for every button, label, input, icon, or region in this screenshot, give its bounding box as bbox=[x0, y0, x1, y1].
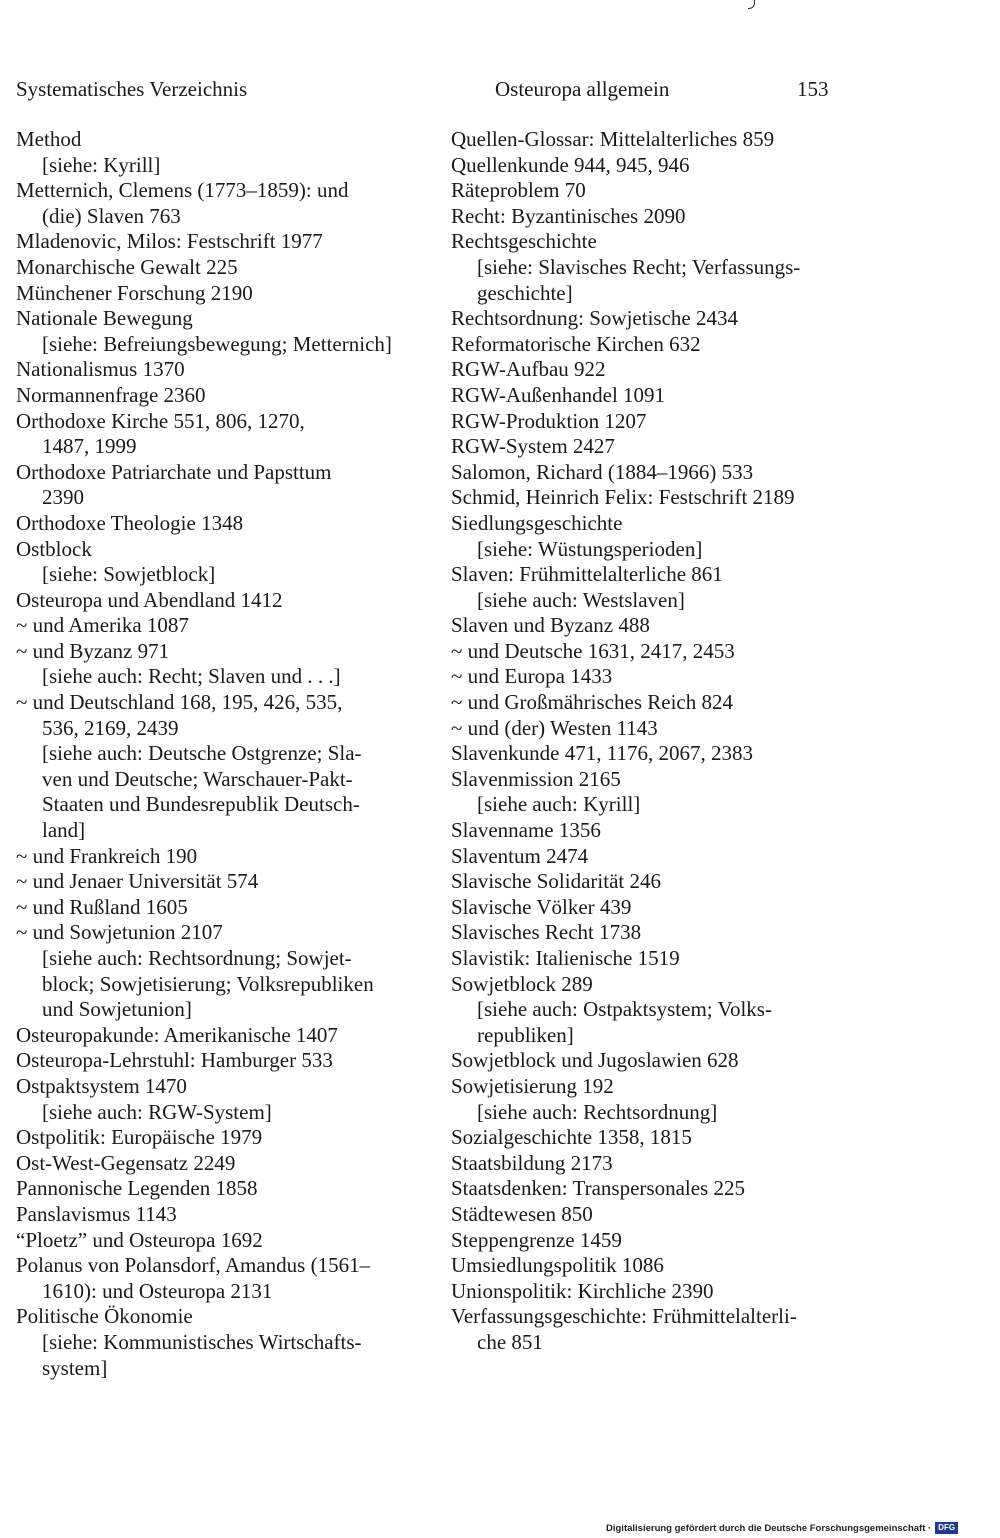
index-entry: Panslavismus 1143 bbox=[16, 1201, 177, 1226]
index-entry: Unionspolitik: Kirchliche 2390 bbox=[451, 1278, 714, 1303]
index-entry: Sowjetblock 289 bbox=[451, 971, 593, 996]
index-subline: Staaten und Bundesrepublik Deutsch- bbox=[42, 792, 360, 817]
index-entry: Recht: Byzantinisches 2090 bbox=[451, 203, 686, 228]
index-entry: Orthodoxe Theologie 1348 bbox=[16, 510, 244, 535]
index-subline: [siehe auch: RGW-System] bbox=[42, 1099, 272, 1124]
index-subline: block; Sowjetisierung; Volksrepubliken bbox=[42, 971, 374, 996]
index-entry: RGW-Produktion 1207 bbox=[451, 408, 647, 433]
index-entry: ~ und Großmährisches Reich 824 bbox=[451, 690, 733, 715]
index-entry: Osteuropa-Lehrstuhl: Hamburger 533 bbox=[16, 1048, 333, 1073]
index-entry: Pannonische Legenden 1858 bbox=[16, 1176, 258, 1201]
index-entry: Osteuropa und Abendland 1412 bbox=[16, 587, 283, 612]
index-subline: [siehe auch: Rechtsordnung] bbox=[477, 1099, 718, 1124]
index-entry: Salomon, Richard (1884–1966) 533 bbox=[451, 459, 754, 484]
running-header-left: Systematisches Verzeichnis bbox=[16, 77, 248, 101]
index-entry: RGW-Außenhandel 1091 bbox=[451, 382, 666, 407]
index-entry: Rechtsgeschichte bbox=[451, 229, 597, 254]
index-subline: geschichte] bbox=[477, 280, 573, 305]
index-entry: Politische Ökonomie bbox=[16, 1304, 193, 1329]
index-entry: Siedlungsgeschichte bbox=[451, 510, 623, 535]
index-entry: Sowjetisierung 192 bbox=[451, 1073, 614, 1098]
index-entry: Monarchische Gewalt 225 bbox=[16, 254, 238, 279]
index-subline: che 851 bbox=[477, 1329, 543, 1354]
index-subline: [siehe auch: Ostpaktsystem; Volks- bbox=[477, 997, 772, 1022]
index-entry: Slavische Solidarität 246 bbox=[451, 869, 661, 894]
index-entry: Steppengrenze 1459 bbox=[451, 1227, 622, 1252]
index-subline: land] bbox=[42, 818, 86, 843]
scan-mark bbox=[748, 0, 755, 9]
index-subline: [siehe: Befreiungsbewegung; Metternich] bbox=[42, 331, 392, 356]
index-entry: Slaventum 2474 bbox=[451, 843, 589, 868]
index-subline: [siehe auch: Recht; Slaven und . . .] bbox=[42, 664, 341, 689]
index-entry: Sowjetblock und Jugoslawien 628 bbox=[451, 1048, 739, 1073]
index-entry: Mladenovic, Milos: Festschrift 1977 bbox=[16, 229, 323, 254]
index-subline: ven und Deutsche; Warschauer-Pakt- bbox=[42, 766, 353, 791]
index-column-right bbox=[451, 127, 871, 1356]
index-entry: Slavische Völker 439 bbox=[451, 894, 632, 919]
index-entry: ~ und Byzanz 971 bbox=[16, 638, 170, 663]
index-entry: Normannenfrage 2360 bbox=[16, 382, 206, 407]
index-entry: Slavisches Recht 1738 bbox=[451, 920, 642, 945]
credit-text: Digitalisierung gefördert durch die Deutsche Forschungsgemeinschaft · bbox=[606, 1522, 932, 1534]
index-subline: 536, 2169, 2439 bbox=[42, 715, 179, 740]
index-entry: Orthodoxe Patriarchate und Papsttum bbox=[16, 459, 332, 484]
index-entry: ~ und Deutsche 1631, 2417, 2453 bbox=[451, 638, 735, 663]
index-entry: Ostblock bbox=[16, 536, 92, 561]
index-entry: Städtewesen 850 bbox=[451, 1201, 593, 1226]
index-entry: Umsiedlungspolitik 1086 bbox=[451, 1253, 664, 1278]
index-entry: Slavistik: Italienische 1519 bbox=[451, 946, 680, 970]
index-entry: Münchener Forschung 2190 bbox=[16, 280, 253, 305]
index-entry: Osteuropakunde: Amerikanische 1407 bbox=[16, 1022, 338, 1047]
index-entry: Staatsbildung 2173 bbox=[451, 1150, 613, 1175]
index-subline: republiken] bbox=[477, 1022, 574, 1047]
index-entry: ~ und (der) Westen 1143 bbox=[451, 715, 658, 740]
index-entry: Nationale Bewegung bbox=[16, 306, 193, 331]
digitization-credit bbox=[606, 1522, 958, 1534]
index-entry: Slaven: Frühmittelalterliche 861 bbox=[451, 562, 723, 587]
index-entry: ~ und Frankreich 190 bbox=[16, 843, 198, 868]
index-entry: Slavenname 1356 bbox=[451, 818, 601, 843]
index-entry: Räteproblem 70 bbox=[451, 178, 586, 203]
index-entry: RGW-System 2427 bbox=[451, 434, 615, 459]
index-subline: [siehe: Kommunistisches Wirtschafts- bbox=[42, 1329, 362, 1354]
index-entry: Rechtsordnung: Sowjetische 2434 bbox=[451, 306, 738, 331]
index-entry: Ostpaktsystem 1470 bbox=[16, 1073, 187, 1098]
index-entry: ~ und Europa 1433 bbox=[451, 664, 613, 689]
index-subline: [siehe: Sowjetblock] bbox=[42, 562, 216, 587]
index-subline: 2390 bbox=[42, 485, 84, 510]
index-subline: [siehe auch: Kyrill] bbox=[477, 792, 641, 817]
index-entry: Slaven und Byzanz 488 bbox=[451, 613, 650, 638]
index-entry: Metternich, Clemens (1773–1859): und bbox=[16, 178, 349, 203]
index-entry: Slavenmission 2165 bbox=[451, 766, 621, 791]
index-entry: Method bbox=[16, 127, 82, 151]
page-number: 153 bbox=[797, 77, 829, 101]
index-entry: ~ und Deutschland 168, 195, 426, 535, bbox=[16, 690, 343, 715]
index-entry: ~ und Jenaer Universität 574 bbox=[16, 869, 259, 894]
index-entry: ~ und Amerika 1087 bbox=[16, 613, 189, 638]
index-subline: [siehe auch: Deutsche Ostgrenze; Sla- bbox=[42, 741, 362, 766]
index-entry: ~ und Rußland 1605 bbox=[16, 894, 188, 919]
index-subline: system] bbox=[42, 1355, 108, 1380]
index-subline: 1610): und Osteuropa 2131 bbox=[42, 1278, 273, 1303]
index-entry: Reformatorische Kirchen 632 bbox=[451, 331, 701, 356]
index-entry: Sozialgeschichte 1358, 1815 bbox=[451, 1125, 692, 1150]
index-subline: [siehe auch: Westslaven] bbox=[477, 587, 685, 612]
index-entry: Quellenkunde 944, 945, 946 bbox=[451, 152, 690, 177]
index-subline: [siehe auch: Rechtsordnung; Sowjet- bbox=[42, 946, 352, 970]
index-entry: Ostpolitik: Europäische 1979 bbox=[16, 1125, 263, 1150]
index-entry: Nationalismus 1370 bbox=[16, 357, 185, 382]
index-entry: Verfassungsgeschichte: Frühmittelalterli- bbox=[451, 1304, 797, 1329]
index-entry: Polanus von Polansdorf, Amandus (1561– bbox=[16, 1253, 371, 1278]
index-entry: ~ und Sowjetunion 2107 bbox=[16, 920, 223, 945]
index-subline: (die) Slaven 763 bbox=[42, 203, 181, 228]
index-entry: Orthodoxe Kirche 551, 806, 1270, bbox=[16, 408, 305, 433]
index-entry: “Ploetz” und Osteuropa 1692 bbox=[16, 1227, 263, 1252]
index-entry: Staatsdenken: Transpersonales 225 bbox=[451, 1176, 745, 1201]
index-subline: [siehe: Kyrill] bbox=[42, 152, 161, 177]
index-entry: Slavenkunde 471, 1176, 2067, 2383 bbox=[451, 741, 753, 766]
dfg-logo: DFG bbox=[935, 1522, 958, 1534]
index-column-left bbox=[16, 127, 436, 1381]
index-subline: [siehe: Wüstungsperioden] bbox=[477, 536, 703, 561]
index-entry: Quellen-Glossar: Mittelalterliches 859 bbox=[451, 127, 775, 151]
index-subline: 1487, 1999 bbox=[42, 434, 137, 459]
index-entry: Ost-West-Gegensatz 2249 bbox=[16, 1150, 236, 1175]
index-entry: RGW-Aufbau 922 bbox=[451, 357, 606, 382]
index-subline: [siehe: Slavisches Recht; Verfassungs- bbox=[477, 254, 801, 279]
index-entry: Schmid, Heinrich Felix: Festschrift 2189 bbox=[451, 485, 795, 510]
running-header-section: Osteuropa allgemein bbox=[495, 77, 670, 101]
index-subline: und Sowjetunion] bbox=[42, 997, 192, 1022]
